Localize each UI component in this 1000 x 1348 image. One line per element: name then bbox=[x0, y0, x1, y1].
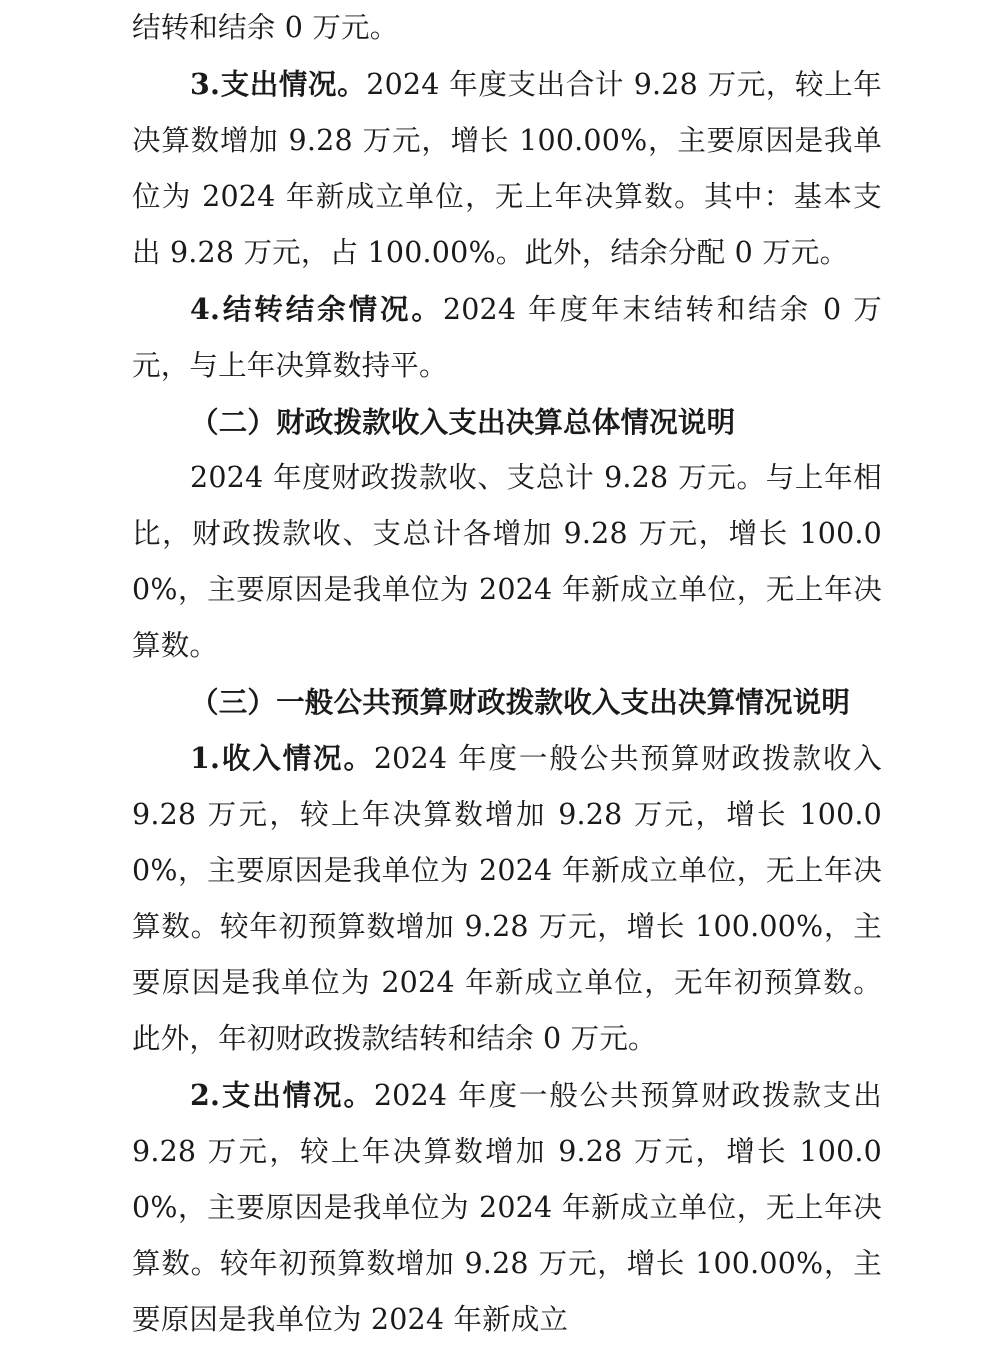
paragraph-item-3-expenditure bbox=[132, 56, 882, 281]
paragraph-fiscal-total bbox=[132, 450, 882, 674]
paragraph-lead-label: 3.支出情况。 bbox=[190, 67, 367, 101]
paragraph-lead-label: 4.结转结余情况。 bbox=[190, 292, 443, 326]
paragraph-item-1-income bbox=[132, 730, 882, 1067]
paragraph-text: 结转和结余 0 万元。 bbox=[132, 11, 399, 44]
paragraph-text: 2024 年度年末结转和结余 0 万元，与上年决算数持平。 bbox=[132, 293, 882, 382]
paragraph-text: 2024 年度一般公共预算财政拨款支出 9.28 万元，较上年决算数增加 9.28 万元，增长 100.00%，主要原因是我单位为 2024 年新成立单位，无上年决算数。较年初预算数增加 9.28 万元，增长 100.00%，主要原因是我单位为 2024 年新成立 bbox=[132, 1079, 883, 1336]
paragraph-text: 2024 年度一般公共预算财政拨款收入 9.28 万元，较上年决算数增加 9.28 万元，增长 100.00%，主要原因是我单位为 2024 年新成立单位，无上年决算数。较年初预算数增加 9.28 万元，增长 100.00%，主要原因是我单位为 2024 年新成立单位，无年初预算数。此外，年初财政拨款结转和结余 0 万元。 bbox=[132, 742, 883, 1055]
section-heading-2: （二）财政拨款收入支出决算总体情况说明 bbox=[190, 405, 736, 439]
section-heading-3: （三）一般公共预算财政拨款收入支出决算情况说明 bbox=[190, 685, 851, 719]
paragraph-text: 2024 年度支出合计 9.28 万元，较上年决算数增加 9.28 万元，增长 100.00%，主要原因是我单位为 2024 年新成立单位，无上年决算数。其中：基本支出 9.28 万元，占 100.00%。此外，结余分配 0 万元。 bbox=[132, 68, 882, 269]
paragraph-text: 2024 年度财政拨款收、支总计 9.28 万元。与上年相比，财政拨款收、支总计各增加 9.28 万元，增长 100.00%，主要原因是我单位为 2024 年新成立单位，无上年决算数。 bbox=[132, 461, 882, 662]
paragraph-item-4-carryover bbox=[132, 281, 882, 394]
paragraph-lead-label: 2.支出情况。 bbox=[190, 1078, 374, 1112]
paragraph-carryover-tail bbox=[132, 0, 882, 56]
paragraph-lead-label: 1.收入情况。 bbox=[190, 741, 374, 775]
paragraph-item-2-expenditure bbox=[132, 1067, 882, 1348]
